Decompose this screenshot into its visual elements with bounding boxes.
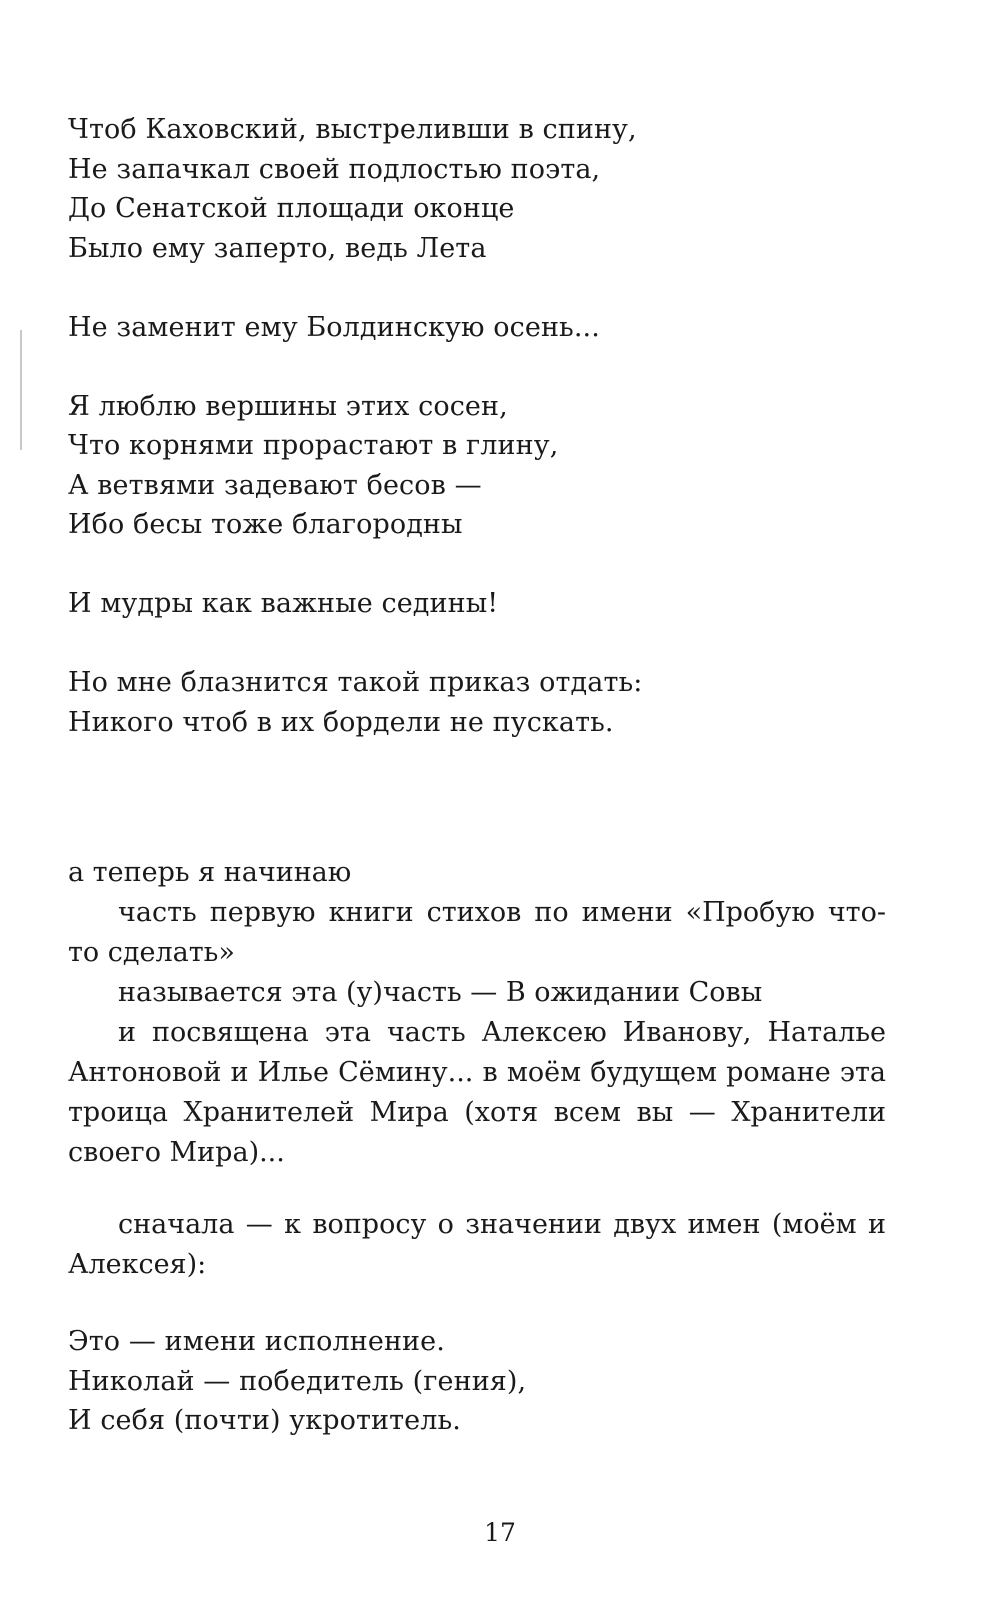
stanza-3 [68,387,886,545]
scan-margin-mark [20,330,22,450]
poem-line: Николай — победитель (гения), [68,1365,527,1397]
question-paragraph: сначала — к вопросу о значении двух имен (моём и Алексея): [68,1209,886,1280]
poem-line: Не запачкал своей подлостью поэта, [68,153,601,185]
poem-line: Чтоб Каховский, выстреливши в спину, [68,114,637,145]
poem-bottom [68,1322,886,1441]
question-section [68,1205,886,1285]
intro-line: а теперь я начинаю [68,857,352,888]
page-number: 17 [484,1518,516,1547]
poem-line: Никого чтоб в их бордели не пускать. [68,706,614,738]
poem-line: Я люблю вершины этих сосен, [68,390,508,422]
stanza-2 [68,308,886,348]
poem-line: Это — имени исполнение. [68,1326,445,1357]
poem-line: Не заменит ему Болдинскую осень... [68,311,600,343]
stanza-4 [68,584,886,624]
poem-line: Было ему заперто, ведь Лета [68,232,487,264]
poem-line: Что корнями прорастают в глину, [68,430,559,461]
title-line: называется эта (у)часть — В ожидании Совы [118,977,763,1008]
poem-line: Ибо бесы тоже благородны [68,509,463,540]
dedication-paragraph: и посвящена эта часть Алексею Иванову, Наталье Антоновой и Илье Сёмину... в моём будущем романе эта троица Хранителей Мира (хотя всем вы — Хранители своего Мира)... [68,1017,886,1168]
poem-line: До Сенатской площади оконце [68,193,515,224]
poem-line: И мудры как важные седины! [68,588,499,619]
poem-line: А ветвями задевают бесов — [68,469,482,501]
poem-line: Но мне блазнится такой приказ отдать: [68,667,643,698]
stanza-5 [68,663,886,742]
prose-section [68,853,886,1173]
poem-line: И себя (почти) укротитель. [68,1405,461,1436]
part-line: часть первую книги стихов по имени «Пробую что-то сделать» [68,897,886,968]
stanza-1 [68,110,886,268]
poem-top [68,110,886,742]
